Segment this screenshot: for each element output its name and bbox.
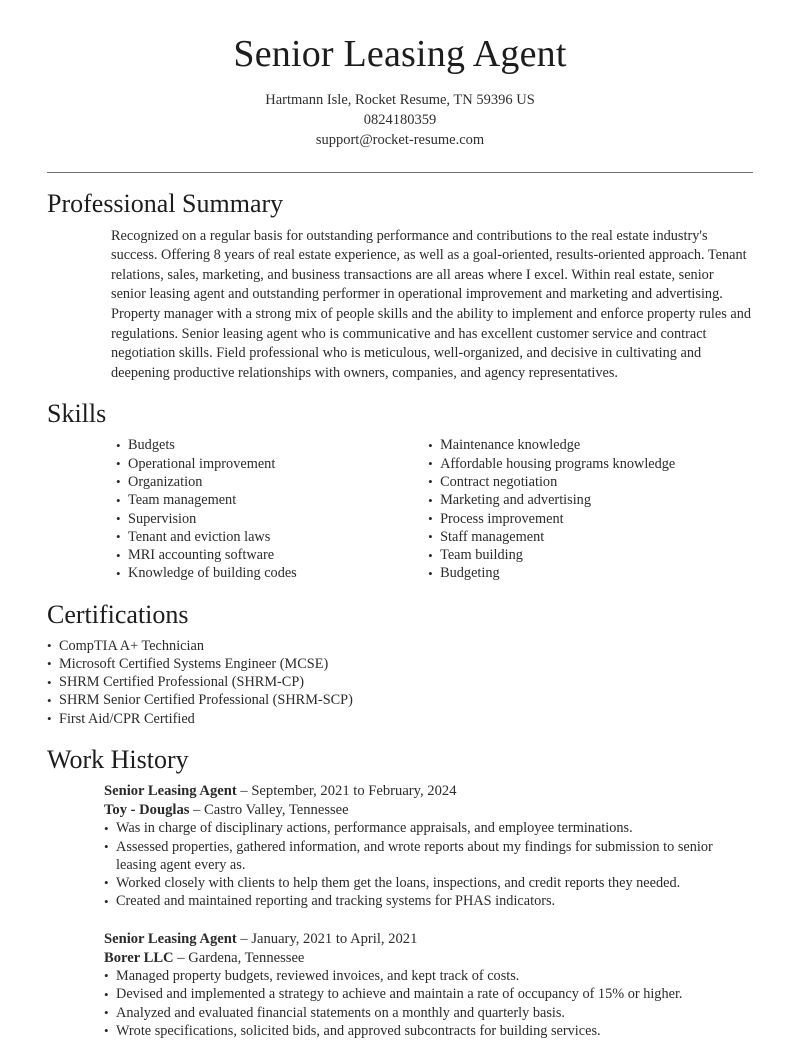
candidate-name: Senior Leasing Agent: [233, 33, 567, 75]
section-title-summary: Professional Summary: [47, 188, 284, 218]
certification-item: • SHRM Senior Certified Professional (SHRM-SCP): [47, 692, 753, 710]
skill-item: • Affordable housing programs knowledge: [428, 456, 753, 474]
section-skills: [0, 399, 800, 583]
certification-item: • First Aid/CPR Certified: [47, 711, 753, 729]
job-responsibility-item: • Created and maintained reporting and tracking systems for PHAS indicators.: [104, 893, 753, 911]
job-title-line: [104, 782, 753, 801]
skill-item: • Operational improvement: [116, 456, 428, 474]
skill-item: • Process improvement: [428, 511, 753, 529]
job-responsibility-item: • Assessed properties, gathered information, and wrote reports about my findings for submission to senior leasing agent every as.: [104, 839, 753, 875]
contact-address: Hartmann Isle, Rocket Resume, TN 59396 US: [265, 91, 535, 108]
job-responsibility-item: • Devised and implemented a strategy to achieve and maintain a rate of occupancy of 15% or higher.: [104, 986, 753, 1004]
skill-item: • Budgeting: [428, 565, 753, 583]
job-company: Toy - Douglas: [104, 802, 190, 819]
skill-item: • Knowledge of building codes: [116, 565, 428, 583]
work-history-list: [104, 782, 753, 1040]
skills-columns: [116, 437, 753, 583]
skills-column-left: [116, 437, 428, 583]
section-title-skills: Skills: [47, 399, 107, 429]
resume-header: [0, 0, 800, 150]
header-divider: [47, 172, 753, 173]
job-responsibility-item: • Analyzed and evaluated financial statements on a monthly and quarterly basis.: [104, 1005, 753, 1023]
skill-item: • Supervision: [116, 511, 428, 529]
skill-item: • Team building: [428, 547, 753, 565]
job-location: – Gardena, Tennessee: [173, 949, 305, 966]
job-title-line: [104, 930, 753, 949]
section-certifications: [0, 600, 800, 729]
job-company: Borer LLC: [104, 949, 174, 966]
section-professional-summary: [0, 189, 800, 384]
job-title: Senior Leasing Agent: [104, 930, 237, 947]
skill-item: • Contract negotiation: [428, 474, 753, 492]
job-dates: – September, 2021 to February, 2024: [236, 783, 457, 800]
skill-item: • Maintenance knowledge: [428, 437, 753, 455]
job-responsibility-item: • Managed property budgets, reviewed invoices, and kept track of costs.: [104, 968, 753, 986]
skill-item: • Marketing and advertising: [428, 492, 753, 510]
skill-item: • Staff management: [428, 529, 753, 547]
certifications-list: [47, 638, 753, 729]
work-history-entry: [104, 782, 753, 910]
contact-email: support@rocket-resume.com: [315, 131, 485, 148]
skill-item: • Budgets: [116, 437, 428, 455]
skills-column-right: [428, 437, 753, 583]
job-company-line: [104, 801, 753, 820]
certification-item: • Microsoft Certified Systems Engineer (MCSE): [47, 656, 753, 674]
job-responsibility-item: • Wrote specifications, solicited bids, and approved subcontracts for building services.: [104, 1023, 753, 1041]
skill-item: • Organization: [116, 474, 428, 492]
certification-item: • SHRM Certified Professional (SHRM-CP): [47, 674, 753, 692]
contact-phone: 0824180359: [363, 111, 437, 128]
job-responsibilities: [104, 968, 753, 1041]
summary-text: Recognized on a regular basis for outstanding performance and contributions to the real estate industry's success. Offering 8 years of real estate experience, as well as a goal-oriented, results-oriented approach. Tenant relations, sales, marketing, and business transactions are all areas where I excel. Within real estate, senior senior leasing agent and outstanding performer in operational improvement and marketing and advertising. Property manager with a strong mix of people skills and the ability to implement and enforce property rules and regulations. Senior leasing agent who is communicative and has excellent customer service and contract negotiation skills. Field professional who is meticulous, well-organized, and decisive in cultivating and deepening productive relationships with owners, companies, and agency representatives.: [111, 227, 752, 381]
job-company-line: [104, 949, 753, 968]
skill-item: • MRI accounting software: [116, 547, 428, 565]
job-responsibility-item: • Worked closely with clients to help them get the loans, inspections, and credit reports they needed.: [104, 875, 753, 893]
job-dates: – January, 2021 to April, 2021: [236, 930, 418, 947]
job-responsibilities: [104, 820, 753, 910]
job-responsibility-item: • Was in charge of disciplinary actions, performance appraisals, and employee terminations.: [104, 820, 753, 838]
job-title: Senior Leasing Agent: [104, 783, 237, 800]
section-title-certifications: Certifications: [47, 599, 189, 629]
skill-item: • Tenant and eviction laws: [116, 529, 428, 547]
section-work-history: [0, 745, 800, 1041]
job-location: – Castro Valley, Tennessee: [189, 802, 349, 819]
skill-item: • Team management: [116, 492, 428, 510]
certification-item: • CompTIA A+ Technician: [47, 638, 753, 656]
work-history-entry: [104, 930, 753, 1041]
section-title-work-history: Work History: [47, 744, 189, 774]
